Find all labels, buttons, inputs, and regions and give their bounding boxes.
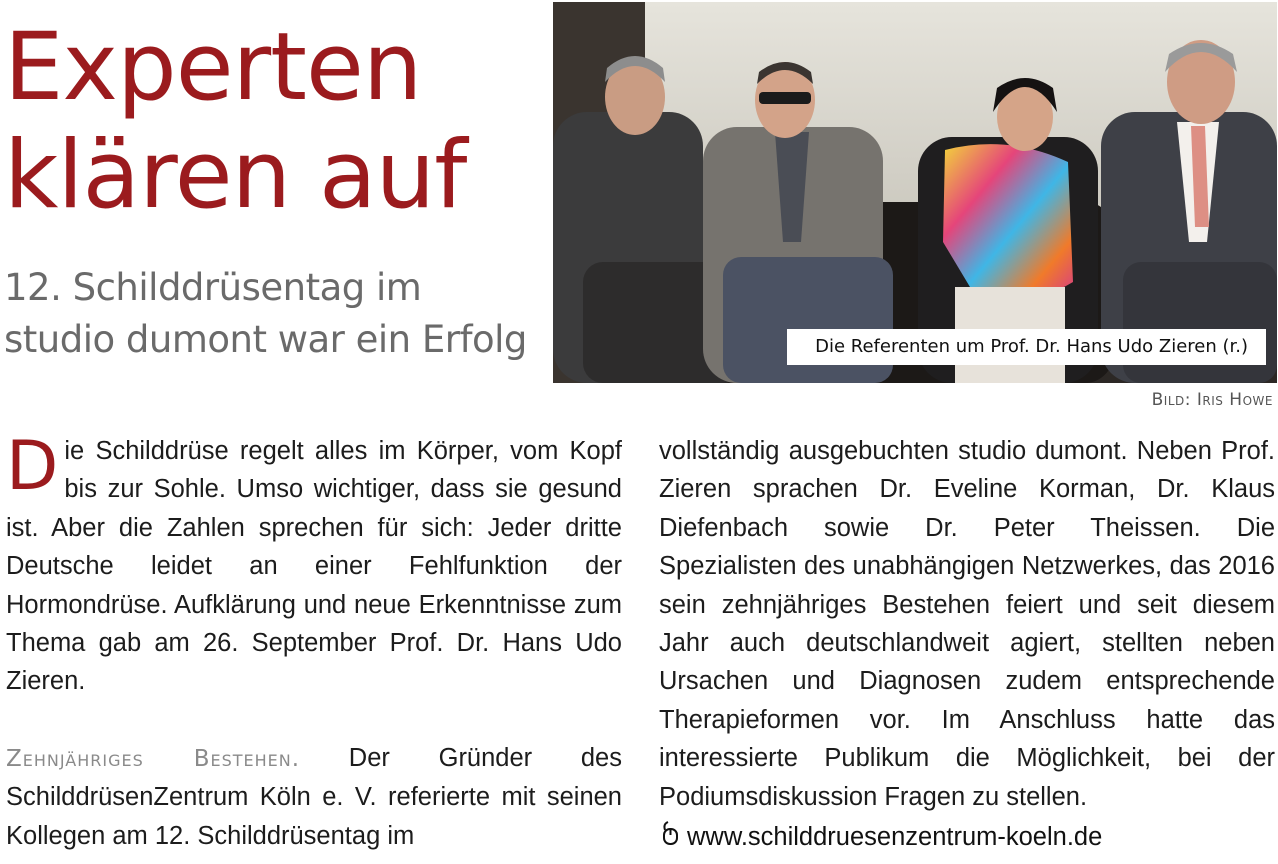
- subheadline-line-2: studio dumont war ein Erfolg: [4, 318, 527, 361]
- intro-text: ie Schilddrüse regelt alles im Körper, vom Kopf bis zur Sohle. Umso wichtiger, dass sie gesund ist. Aber die Zahlen sprechen für sich: Jeder dritte Deutsche leidet an einer Fehlfunktion der Hormondrüse. Aufklärung und neue Erkenntnisse zum Thema gab am 26. September Prof. Dr. Hans Udo Zieren.: [6, 437, 622, 696]
- section-kicker: Zehnjähriges Bestehen.: [6, 745, 301, 772]
- speakers-photo-image: [553, 2, 1277, 383]
- article-column-right: [659, 432, 1275, 858]
- intro-paragraph: [6, 427, 622, 701]
- headline-line-2: klären auf: [4, 121, 467, 230]
- subheadline: [4, 262, 527, 366]
- speakers-photo: [553, 2, 1277, 383]
- headline-line-1: Experten: [4, 13, 422, 122]
- body-paragraph-left: [6, 739, 622, 855]
- drop-cap: D: [6, 427, 59, 506]
- body-text-left: Der Gründer des SchilddrüsenZentrum Köln e. V. referierte mit seinen Kollegen am 12. Schilddrüsentag im: [6, 743, 622, 850]
- photo-caption: Die Referenten um Prof. Dr. Hans Udo Zieren (r.): [787, 329, 1266, 365]
- photo-credit: Bild: Iris Howe: [1151, 390, 1273, 410]
- website-line: [659, 818, 1275, 857]
- article-column-left: [6, 427, 622, 855]
- mouse-icon: [659, 819, 681, 857]
- website-link[interactable]: www.schilddruesenzentrum-koeln.de: [687, 823, 1103, 852]
- body-paragraph-right: vollständig ausgebuchten studio dumont. Neben Prof. Zieren sprachen Dr. Eveline Korman, Dr. Klaus Diefenbach sowie Dr. Peter Theissen. Die Spezialisten des unabhängigen Netzwerkes, das 2016 sein zehnjähriges Bestehen feiert und seit diesem Jahr auch deutschlandweit agiert, stellten neben Ursachen und Diagnosen zudem entsprechende Therapieformen vor. Im Anschluss hatte das interessierte Publikum die Möglichkeit, bei der Podiumsdiskussion Fragen zu stellen.: [659, 437, 1275, 811]
- headline: [4, 14, 466, 230]
- subheadline-line-1: 12. Schilddrüsentag im: [4, 266, 422, 309]
